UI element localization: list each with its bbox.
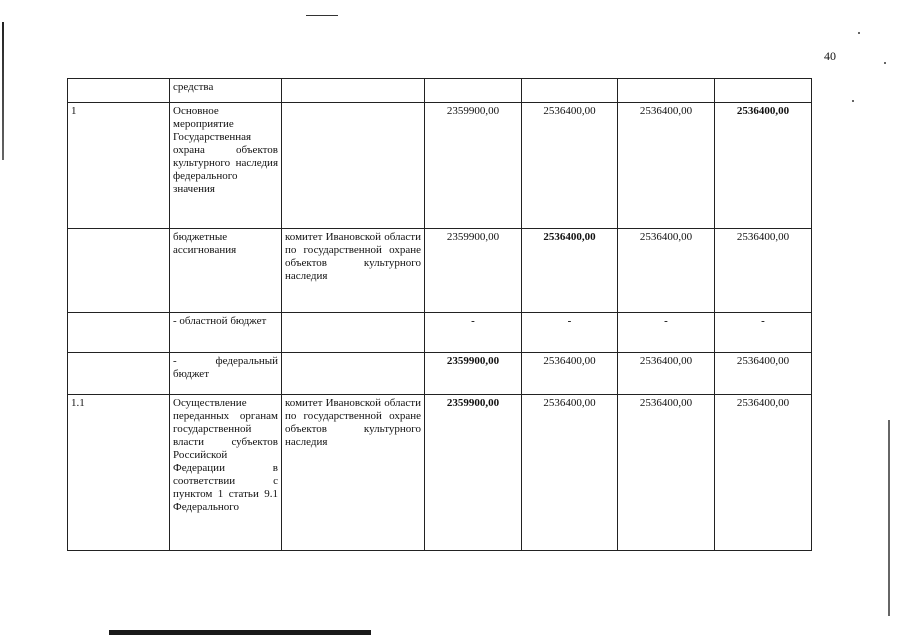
value-cell: 2536400,00 — [522, 103, 618, 229]
value-cell: 2536400,00 — [618, 395, 715, 551]
value-cell — [522, 79, 618, 103]
value-cell: 2536400,00 — [522, 353, 618, 395]
scan-speck — [858, 32, 860, 34]
item-name-cell: - федеральный бюджет — [170, 353, 282, 395]
value-cell: 2536400,00 — [618, 103, 715, 229]
value-cell: - — [425, 313, 522, 353]
value-cell: 2536400,00 — [715, 395, 812, 551]
value-cell: 2359900,00 — [425, 395, 522, 551]
value-cell — [425, 79, 522, 103]
table-row — [68, 79, 812, 103]
table-row — [68, 313, 812, 353]
scan-mark-bottom — [109, 630, 371, 635]
item-name-cell: - областной бюджет — [170, 313, 282, 353]
value-cell: 2536400,00 — [618, 353, 715, 395]
row-number-cell: 1.1 — [68, 395, 170, 551]
executor-cell — [282, 313, 425, 353]
value-cell: - — [618, 313, 715, 353]
value-cell: 2536400,00 — [715, 353, 812, 395]
value-cell — [618, 79, 715, 103]
value-cell: 2536400,00 — [522, 395, 618, 551]
row-number-cell — [68, 229, 170, 313]
scan-mark-right — [888, 420, 890, 616]
executor-cell — [282, 353, 425, 395]
scan-mark-left — [2, 22, 4, 160]
value-cell: - — [522, 313, 618, 353]
value-cell — [715, 79, 812, 103]
scan-mark-top — [306, 15, 338, 16]
table-row — [68, 103, 812, 229]
row-number-cell — [68, 313, 170, 353]
value-cell: 2359900,00 — [425, 229, 522, 313]
table-row — [68, 353, 812, 395]
page-number: 40 — [824, 49, 836, 63]
scan-speck — [852, 100, 854, 102]
executor-cell: комитет Ивановской области по государственной охране объектов культурного наследия — [282, 395, 425, 551]
executor-cell: комитет Ивановской области по государственной охране объектов культурного наследия — [282, 229, 425, 313]
table-row — [68, 229, 812, 313]
value-cell: 2536400,00 — [522, 229, 618, 313]
row-number-cell — [68, 353, 170, 395]
table-row — [68, 395, 812, 551]
executor-cell — [282, 103, 425, 229]
item-name-cell: средства — [170, 79, 282, 103]
item-name-cell: Осуществление переданных органам государственной власти субъектов Российской Федерации в соответствии с пунктом 1 статьи 9.1 Федерального — [170, 395, 282, 551]
item-name-cell: Основное мероприятие Государственная охрана объектов культурного наследия федерального значения — [170, 103, 282, 229]
value-cell: 2359900,00 — [425, 353, 522, 395]
executor-cell — [282, 79, 425, 103]
row-number-cell — [68, 79, 170, 103]
item-name-cell: бюджетные ассигнования — [170, 229, 282, 313]
value-cell: 2536400,00 — [618, 229, 715, 313]
scan-speck — [884, 62, 886, 64]
budget-table — [67, 78, 812, 551]
value-cell: 2536400,00 — [715, 103, 812, 229]
value-cell: 2359900,00 — [425, 103, 522, 229]
value-cell: 2536400,00 — [715, 229, 812, 313]
row-number-cell: 1 — [68, 103, 170, 229]
value-cell: - — [715, 313, 812, 353]
